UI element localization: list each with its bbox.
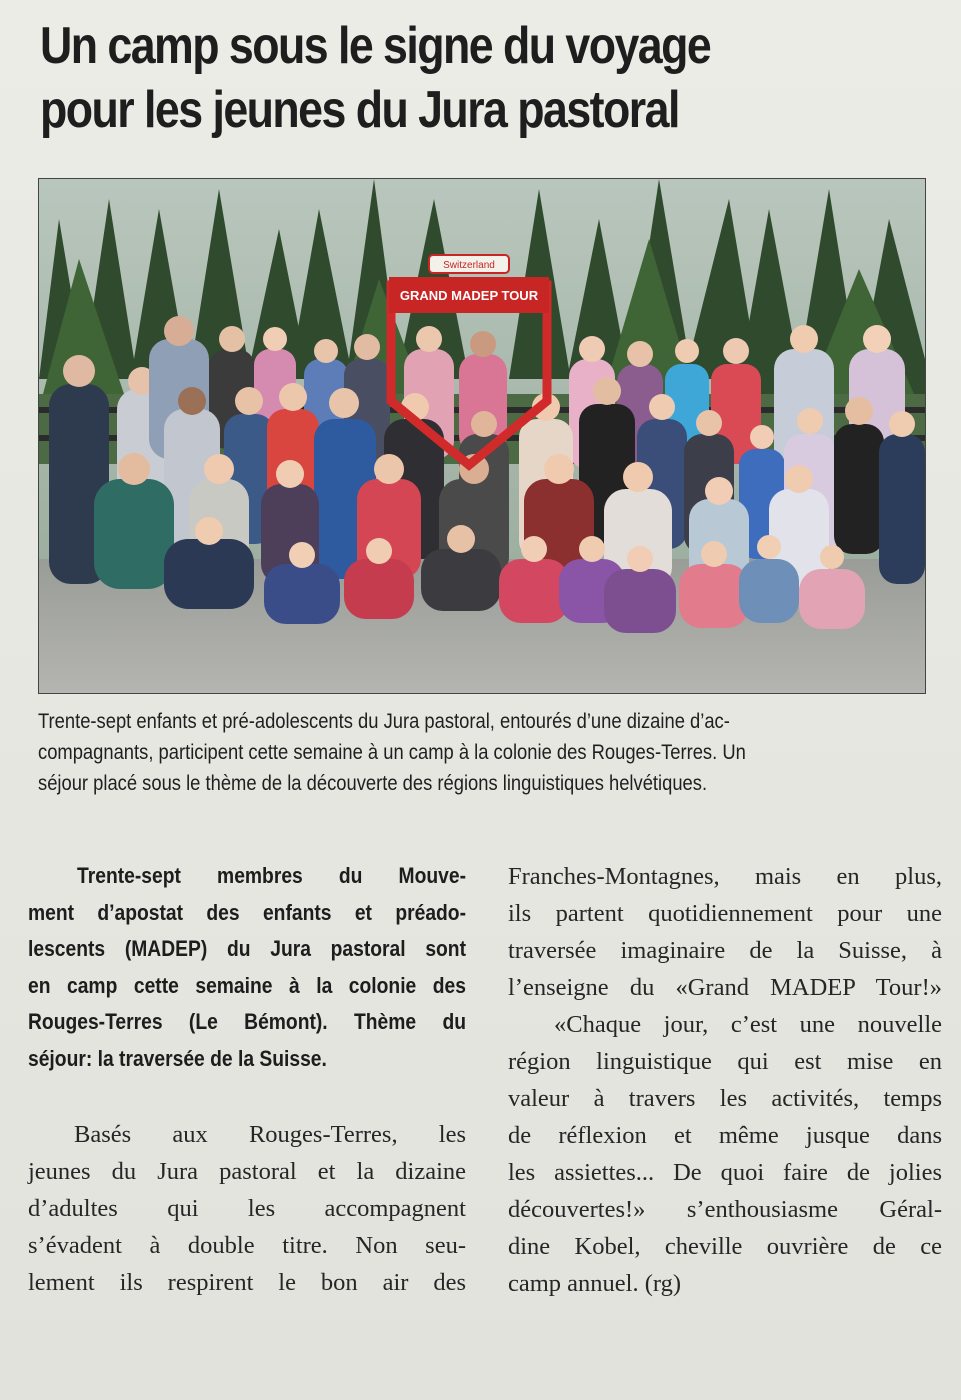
body-line: jeunes du Jura pastoral et la dizaine xyxy=(28,1158,466,1185)
article-body-left xyxy=(28,1116,466,1301)
article-headline xyxy=(40,14,797,142)
group-photo-illustration xyxy=(39,179,925,693)
body-line: les assiettes... De quoi faire de jolies xyxy=(508,1159,942,1186)
caption-line: séjour placé sous le thème de la découverte des régions linguistiques helvétiques. xyxy=(38,772,708,795)
body-line: Franches-Montagnes, mais en plus, xyxy=(508,863,942,890)
caption-line: Trente-sept enfants et pré-adolescents du Jura pastoral, entourés d’une dizaine d’ac- xyxy=(38,710,730,733)
body-line: camp annuel. (rg) xyxy=(508,1270,682,1297)
headline-line-2: pour les jeunes du Jura pastoral xyxy=(40,81,679,139)
article-column-left xyxy=(28,858,466,1296)
body-line: découvertes!» s’enthousiasme Géral- xyxy=(508,1196,942,1223)
lede-line: lescents (MADEP) du Jura pastoral sont xyxy=(28,936,466,961)
lede-line: Trente-sept membres du Mouve- xyxy=(77,863,466,888)
lede-line: Rouges-Terres (Le Bémont). Thème du xyxy=(28,1009,466,1034)
article-lede xyxy=(28,858,466,1077)
body-line: lement ils respirent le bon air des xyxy=(28,1269,466,1296)
sign-top-text: Switzerland xyxy=(443,260,495,271)
caption-line: compagnants, participent cette semaine à un camp à la colonie des Rouges-Terres. Un xyxy=(38,741,746,764)
body-line: Basés aux Rouges-Terres, les xyxy=(74,1121,466,1148)
lede-line: en camp cette semaine à la colonie des xyxy=(28,972,466,998)
body-line: dine Kobel, cheville ouvrière de ce xyxy=(508,1233,942,1260)
body-line: traversée imaginaire de la Suisse, à xyxy=(508,937,942,964)
body-line: ils partent quotidiennement pour une xyxy=(508,900,942,927)
group-photo xyxy=(38,178,926,694)
body-line: d’adultes qui les accompagnent xyxy=(28,1195,466,1222)
body-line: l’enseigne du «Grand MADEP Tour!» xyxy=(508,974,942,1001)
photo-caption xyxy=(38,706,922,799)
article-body-right xyxy=(508,858,942,1302)
body-line: valeur à travers les activités, temps xyxy=(508,1085,942,1112)
headline-line-1: Un camp sous le signe du voyage xyxy=(40,17,711,75)
body-line: de réflexion et même jusque dans xyxy=(508,1122,942,1149)
lede-line: ment d’apostat des enfants et préado- xyxy=(28,899,466,925)
body-line: «Chaque jour, c’est une nouvelle xyxy=(554,1011,942,1038)
lede-line: séjour: la traversée de la Suisse. xyxy=(28,1045,327,1071)
body-line: s’évadent à double titre. Non seu- xyxy=(28,1232,466,1259)
article-column-right xyxy=(508,858,942,1302)
sign-main-text: GRAND MADEP TOUR xyxy=(399,288,539,303)
body-line: région linguistique qui est mise en xyxy=(508,1048,942,1075)
